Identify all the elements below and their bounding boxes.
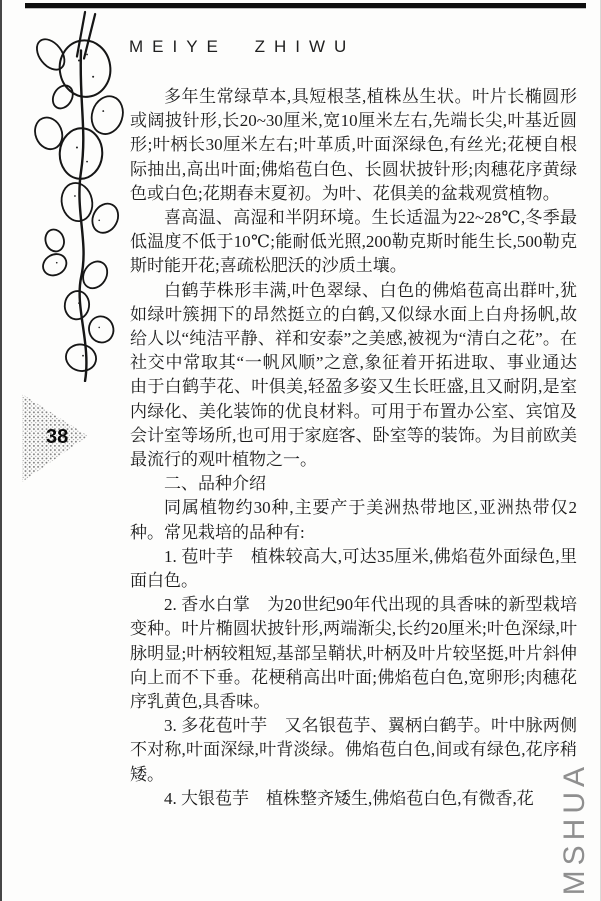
watermark: MSHUA xyxy=(558,761,591,895)
paragraph-genus-intro: 同属植物约30种,主要产于美洲热带地区,亚洲热带仅2种。常见栽培的品种有: xyxy=(130,498,577,542)
top-rule-bar xyxy=(25,3,586,8)
paragraph-appreciation: 白鹤芋株形丰满,叶色翠绿、白色的佛焰苞高出群叶,犹如绿叶簇拥下的昂然挺立的白鹤,又似绿水面上白舟扬帆,故给人以“纯洁平静、祥和安泰”之美感,被视为“清白之花”。在社交中常取其“一帆风顺”之意,象征着开拓进取、事业通达 由于白鹤芋花、叶俱美,轻盈多姿又生长旺盛,且又耐阴,是室内绿化、美化装饰的优良材料。可用于布置办公室、宾馆及会计室等场所,也可用于家庭客、卧室等的装饰。为目前欧美最流行的观叶植物之一。 xyxy=(130,280,594,470)
variety-item-1: 1. 苞叶芋 植株较高大,可达35厘米,佛焰苞外面绿色,里面白色。 xyxy=(130,546,577,591)
section-heading-varieties: 二、品种介绍 xyxy=(164,474,266,494)
running-header: MEIYE ZHIWU xyxy=(129,37,356,56)
variety-item-4: 4. 大银苞芋 植株整齐矮生,佛焰苞白色,有微香,花 xyxy=(164,788,534,808)
paragraph-description: 多年生常绿草本,具短根茎,植株丛生状。叶片长椭圆形或阔披针形,长20~30厘米,宽10厘米左右,先端长尖,叶基近圆形;叶柄长30厘米左右;叶革质,叶面深绿色,有丝光;花梗自根际抽出,高出叶面;佛焰苞白色、长圆状披针形;肉穗花序黄绿色或白色;花期春末夏初。为叶、花俱美的盆栽观赏植物。 xyxy=(130,87,577,203)
page-number: 38 xyxy=(46,426,69,448)
variety-item-2: 2. 香水白掌 为20世纪90年代出现的具香味的新型栽培变种。叶片椭圆状披针形,两端渐尖,长约20厘米;叶色深绿,叶脉明显;叶柄较粗短,基部呈鞘状,叶柄及叶片较坚挺,叶片斜伸向上而不下垂。花梗稍高出叶面;佛焰苞白色,宽卵形;肉穗花序乳黄色,具香味。 xyxy=(130,595,577,712)
plant-vine-illustration-icon xyxy=(28,10,134,382)
page-left-edge-line xyxy=(0,0,2,901)
paragraph-habit: 喜高温、高湿和半阴环境。生长适温为22~28℃,冬季最低温度不低于10℃;能耐低光照,200勒克斯时能生长,500勒克斯时能开花;喜疏松肥沃的沙质土壤。 xyxy=(130,208,577,276)
variety-item-3: 3. 多花苞叶芋 又名银苞芋、翼柄白鹤芋。叶中脉两侧不对称,叶面深绿,叶背淡绿。佛焰苞白色,间或有绿色,花序稍矮。 xyxy=(130,716,577,784)
body-text xyxy=(130,85,594,811)
page-number-badge xyxy=(20,390,92,486)
